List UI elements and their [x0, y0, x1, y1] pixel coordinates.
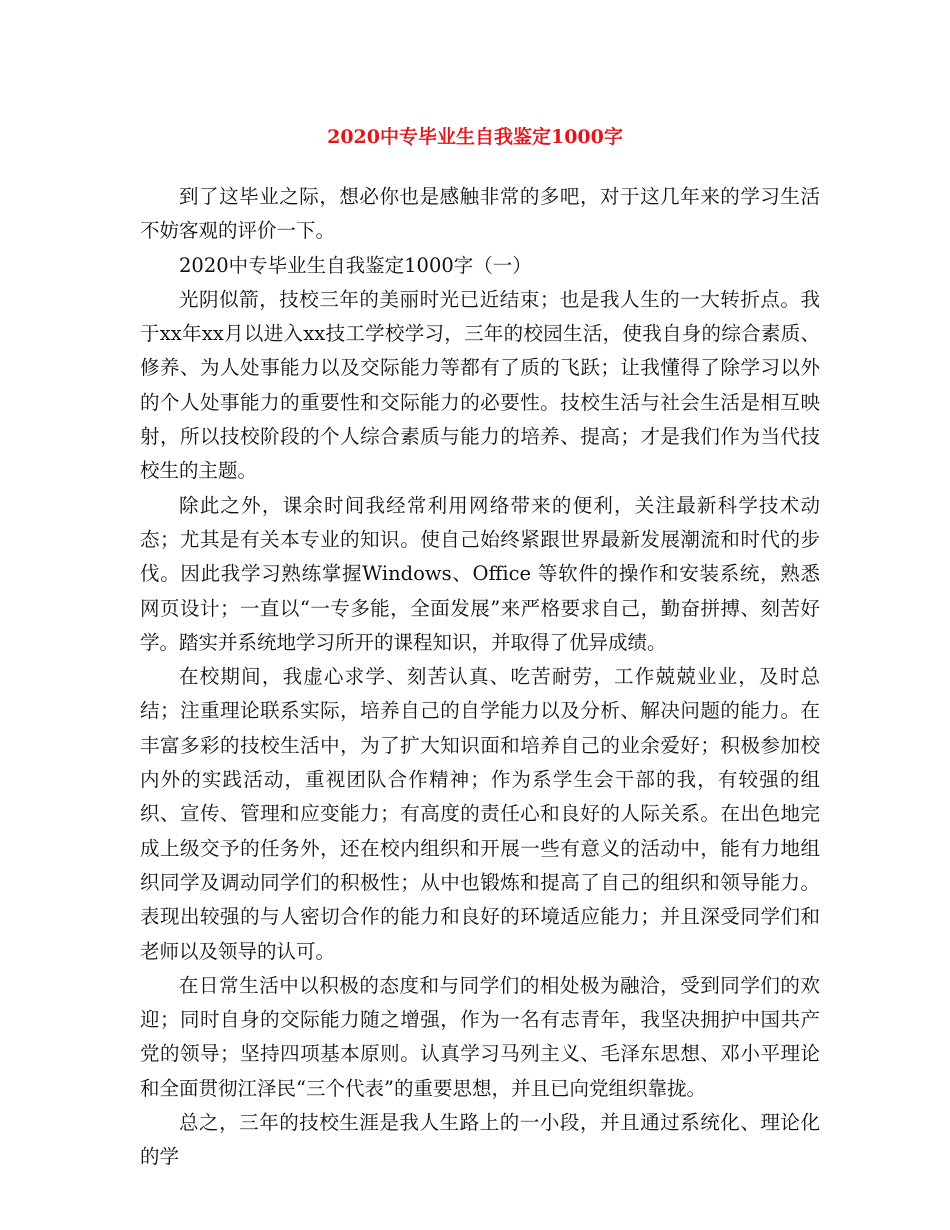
- section-heading: 2020中专毕业生自我鉴定1000字（一）: [179, 253, 532, 277]
- document-title: 2020中专毕业生自我鉴定1000字: [327, 126, 623, 148]
- document-body: [140, 180, 820, 1175]
- paragraph: 光阴似箭，技校三年的美丽时光已近结束；也是我人生的一大转折点。我于xx年xx月以进入xx技工学校学习，三年的校园生活，使我自身的综合素质、修养、为人处事能力以及交际能力等都有了质的飞跃；让我懂得了除学习以外的个人处事能力的重要性和交际能力的必要性。技校生活与社会生活是相互映射，所以技校阶段的个人综合素质与能力的培养、提高；才是我们作为当代技校生的主题。: [140, 287, 820, 483]
- paragraph: 在日常生活中以积极的态度和与同学们的相处极为融洽，受到同学们的欢迎；同时自身的交际能力随之增强，作为一名有志青年，我坚决拥护中国共产党的领导；坚持四项基本原则。认真学习马列主义、毛泽东思想、邓小平理论和全面贯彻江泽民“三个代表”的重要思想，并且已向党组织靠拢。: [140, 973, 820, 1100]
- paragraph: 总之，三年的技校生涯是我人生路上的一小段，并且通过系统化、理论化的学: [140, 1111, 820, 1169]
- paragraph: 除此之外，课余时间我经常利用网络带来的便利，关注最新科学技术动态；尤其是有关本专业的知识。使自己始终紧跟世界最新发展潮流和时代的步伐。因此我学习熟练掌握Windows、Office 等软件的操作和安装系统，熟悉网页设计；一直以“一专多能，全面发展”来严格要求自己，勤奋拼搏、刻苦好学。踏实并系统地学习所开的课程知识，并取得了优异成绩。: [140, 493, 820, 654]
- paragraph: 在校期间，我虚心求学、刻苦认真、吃苦耐劳，工作兢兢业业，及时总结；注重理论联系实际，培养自己的自学能力以及分析、解决问题的能力。在丰富多彩的技校生活中，为了扩大知识面和培养自己的业余爱好；积极参加校内外的实践活动，重视团队合作精神；作为系学生会干部的我，有较强的组织、宣传、管理和应变能力；有高度的责任心和良好的人际关系。在出色地完成上级交予的任务外，还在校内组织和开展一些有意义的活动中，能有力地组织同学及调动同学们的积极性；从中也锻炼和提高了自己的组织和领导能力。表现出较强的与人密切合作的能力和良好的环境适应能力；并且深受同学们和老师以及领导的认可。: [140, 665, 820, 963]
- paragraph-intro: 到了这毕业之际，想必你也是感触非常的多吧，对于这几年来的学习生活不妨客观的评价一下。: [140, 185, 820, 243]
